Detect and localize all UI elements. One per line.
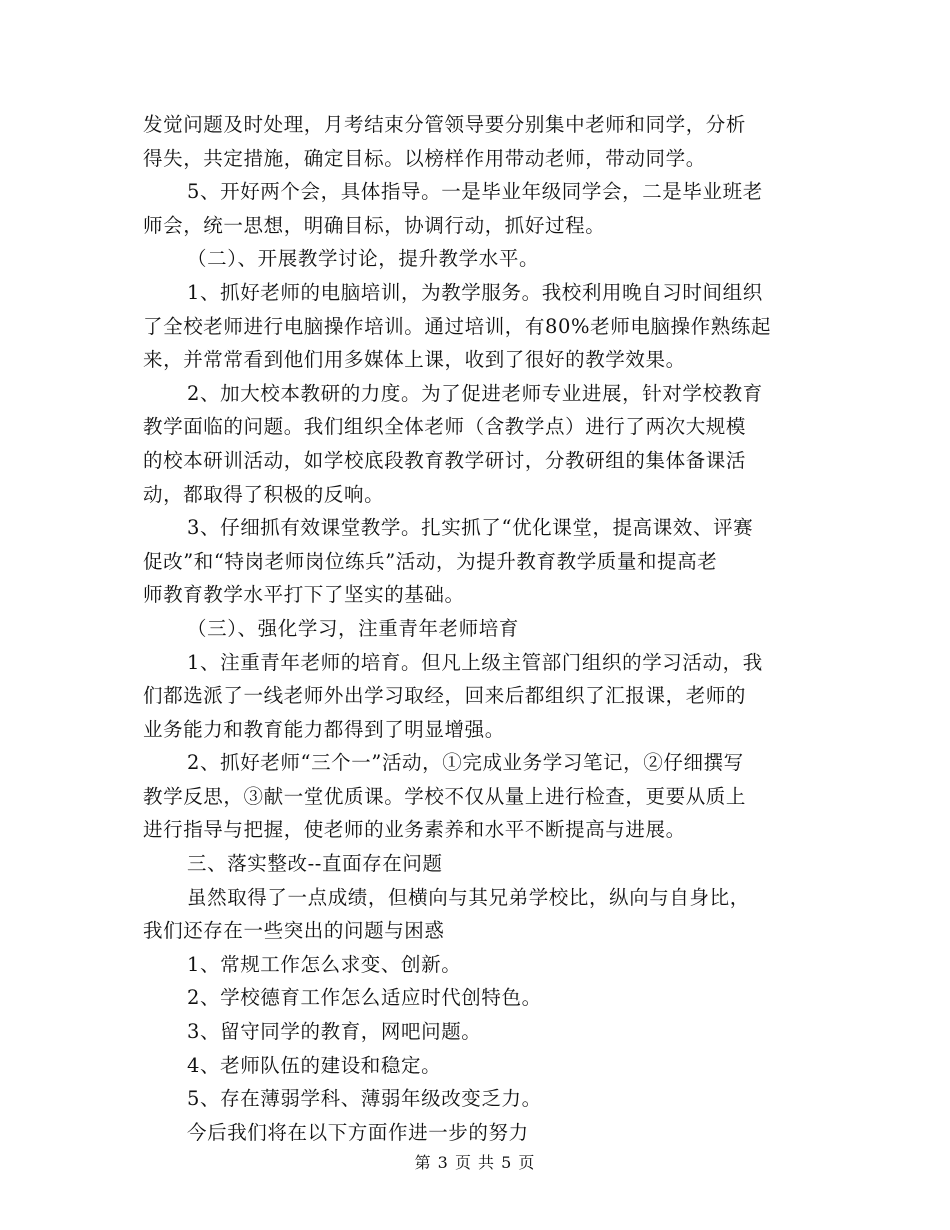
text-line: 教学反思，③献一堂优质课。学校不仅从量上进行检查，更要从质上	[143, 784, 747, 808]
text-line: 1、注重青年老师的培育。但凡上级主管部门组织的学习活动，我	[187, 650, 763, 674]
text-line: 发觉问题及时处理，月考结束分管领导要分别集中老师和同学，分析	[143, 113, 747, 136]
text-line: 教学面临的问题。我们组织全体老师（含教学点）进行了两次大规模	[143, 415, 747, 439]
text-line: 3、留守同学的教育，网吧问题。	[187, 1020, 482, 1044]
text-line: 业务能力和教育能力都得到了明显增强。	[143, 717, 505, 741]
text-line: 三、落实整改--直面存在问题	[187, 852, 443, 876]
text-line: （二）、开展教学讨论，提升教学水平。	[187, 247, 540, 271]
text-line: 虽然取得了一点成绩，但横向与其兄弟学校比，纵向与自身比，	[187, 885, 750, 909]
text-line: 们都选派了一线老师外出学习取经，回来后都组织了汇报课，老师的	[143, 684, 747, 708]
text-line: 的校本研训活动，如学校底段教育教学研讨，分教研组的集体备课活	[143, 448, 747, 472]
text-line: 动，都取得了积极的反响。	[143, 482, 385, 506]
text-line: 4、老师队伍的建设和稳定。	[187, 1053, 442, 1077]
text-line: 师会，统一思想，明确目标，协调行动，抓好过程。	[143, 213, 606, 237]
text-line: （三）、强化学习，注重青年老师培育	[187, 616, 519, 640]
text-line: 5、存在薄弱学科、薄弱年级改变乏力。	[187, 1087, 542, 1111]
text-line: 得失，共定措施，确定目标。以榜样作用带动老师，带动同学。	[143, 146, 706, 170]
text-line: 来，并常常看到他们用多媒体上课，收到了很好的教学效果。	[143, 348, 686, 372]
text-line: 2、学校德育工作怎么适应时代创特色。	[187, 986, 542, 1010]
text-line: 师教育教学水平打下了坚实的基础。	[143, 583, 465, 607]
text-line: 今后我们将在以下方面作进一步的努力	[187, 1120, 529, 1144]
page-footer: 第 3 页 共 5 页	[414, 1153, 536, 1172]
text-line: 2、抓好老师“三个一”活动，①完成业务学习笔记，②仔细撰写	[187, 751, 744, 775]
text-line: 促改”和“特岗老师岗位练兵”活动，为提升教育教学质量和提高老	[143, 549, 718, 573]
text-line: 1、常规工作怎么求变、创新。	[187, 952, 462, 976]
text-line: 3、仔细抓有效课堂教学。扎实抓了“优化课堂，提高课效、评赛	[187, 516, 754, 540]
text-line: 了全校老师进行电脑操作培训。通过培训，有80%老师电脑操作熟练起	[143, 314, 772, 338]
text-line: 我们还存在一些突出的问题与困惑	[143, 919, 445, 943]
text-line: 5、开好两个会，具体指导。一是毕业年级同学会，二是毕业班老	[187, 180, 763, 204]
text-line: 2、加大校本教研的力度。为了促进老师专业进展，针对学校教育	[187, 381, 763, 405]
text-line: 进行指导与把握，使老师的业务素养和水平不断提高与进展。	[143, 818, 686, 842]
document-body	[143, 108, 813, 1149]
text-line: 1、抓好老师的电脑培训，为教学服务。我校利用晚自习时间组织	[187, 280, 763, 304]
